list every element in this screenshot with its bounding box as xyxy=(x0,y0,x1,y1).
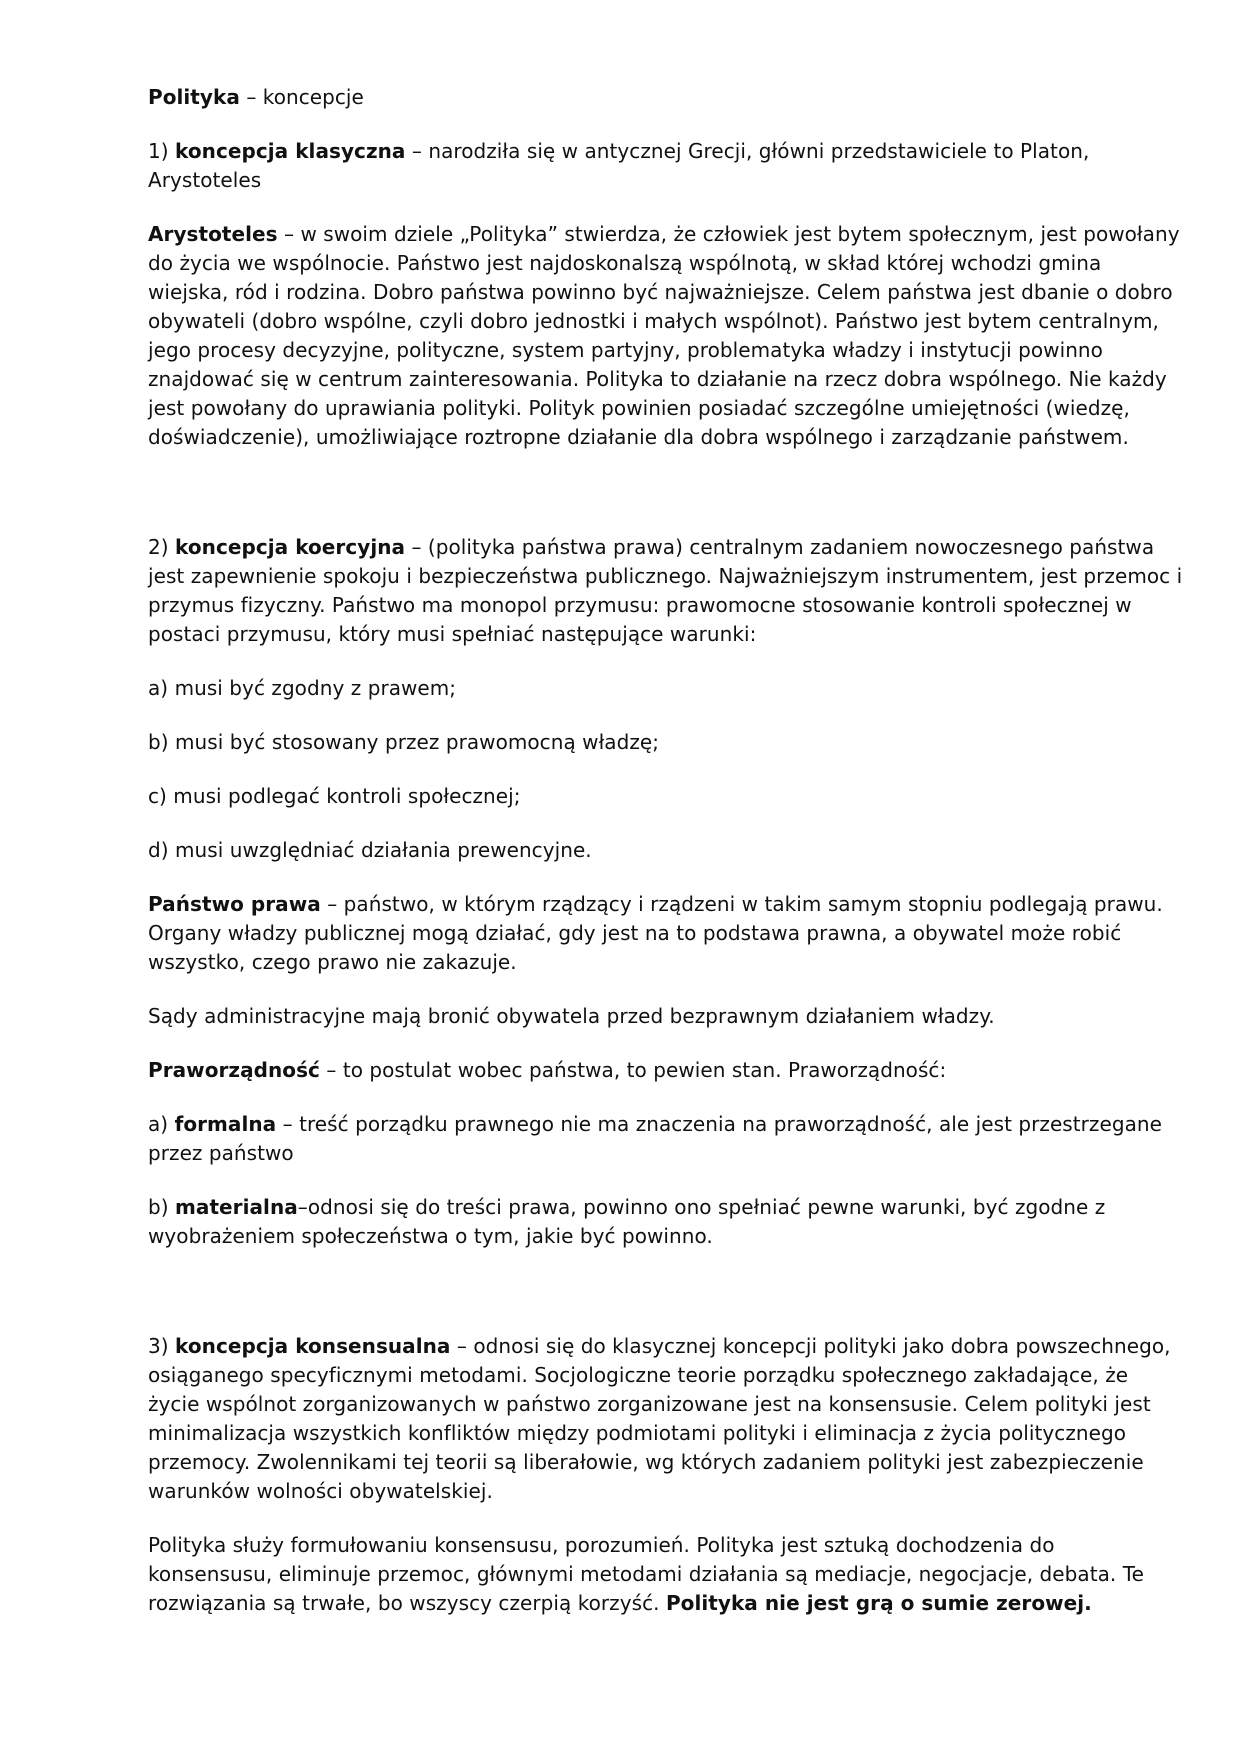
panstwo-prawa-text: – państwo, w którym rządzący i rządzeni w takim samym stopniu podlegają prawu. Organy władzy publicznej mogą działać, gdy jest na to podstawa prawna, a obywatel może robić wszystko, czego prawo nie zakazuje. xyxy=(148,892,1163,974)
spacer xyxy=(148,477,1183,533)
materialna-paragraph xyxy=(148,1193,1183,1251)
materialna-bold: materialna xyxy=(175,1195,298,1219)
section-2-text: – (polityka państwa prawa) centralnym zadaniem nowoczesnego państwa jest zapewnienie spokoju i bezpieczeństwa publicznego. Najważniejszym instrumentem, jest przemoc i przymus fizyczny. Państwo ma monopol przymusu: prawomocne stosowanie kontroli społecznej w postaci przymusu, który musi spełniać następujące warunki: xyxy=(148,535,1183,646)
praworzadnosc-bold: Praworządność xyxy=(148,1058,320,1082)
condition-b: b) musi być stosowany przez prawomocną władzę; xyxy=(148,730,660,754)
sady-paragraph: Sądy administracyjne mają bronić obywatela przed bezprawnym działaniem władzy. xyxy=(148,1004,995,1028)
document-page xyxy=(148,83,1183,1643)
materialna-text: –odnosi się do treści prawa, powinno ono spełniać pewne warunki, być zgodne z wyobrażeniem społeczeństwa o tym, jakie być powinno. xyxy=(148,1195,1106,1248)
arystoteles-bold: Arystoteles xyxy=(148,222,278,246)
section-3-heading xyxy=(148,1332,1183,1506)
praworzadnosc-paragraph xyxy=(148,1056,1183,1085)
panstwo-prawa-bold: Państwo prawa xyxy=(148,892,321,916)
materialna-prefix: b) xyxy=(148,1195,176,1219)
section-2-bold: koncepcja koercyjna xyxy=(175,535,406,559)
formalna-prefix: a) xyxy=(148,1112,175,1136)
document-title xyxy=(148,83,1183,112)
section-1-heading xyxy=(148,137,1183,195)
section-1-text: – narodziła się w antycznej Grecji, główni przedstawiciele to Platon, Arystoteles xyxy=(148,139,1090,192)
formalna-paragraph xyxy=(148,1110,1183,1168)
title-bold: Polityka xyxy=(148,85,240,109)
arystoteles-text: – w swoim dziele „Polityka” stwierdza, że człowiek jest bytem społecznym, jest powołany do życia we wspólnocie. Państwo jest najdoskonalszą wspólnotą, w skład której wchodzi gmina wiejska, ród i rodzina. Dobro państwa powinno być najważniejsze. Celem państwa jest dbanie o dobro obywateli (dobro wspólne, czyli dobro jednostki i małych wspólnot). Państwo jest bytem centralnym, jego procesy decyzyjne, polityczne, system partyjny, problematyka władzy i instytucji powinno znajdować się w centrum zainteresowania. Polityka to działanie na rzecz dobra wspólnego. Nie każdy jest powołany do uprawiania polityki. Polityk powinien posiadać szczególne umiejętności (wiedzę, doświadczenie), umożliwiające roztropne działanie dla dobra wspólnego i zarządzanie państwem. xyxy=(148,222,1180,449)
spacer xyxy=(148,1276,1183,1332)
condition-d: d) musi uwzględniać działania prewencyjne. xyxy=(148,838,592,862)
final-bold: Polityka nie jest grą o sumie zerowej. xyxy=(665,1591,1092,1615)
formalna-text: – treść porządku prawnego nie ma znaczenia na praworządność, ale jest przestrzegane przez państwo xyxy=(148,1112,1162,1165)
praworzadnosc-text: – to postulat wobec państwa, to pewien stan. Praworządność: xyxy=(319,1058,947,1082)
panstwo-prawa-paragraph xyxy=(148,890,1183,977)
condition-a: a) musi być zgodny z prawem; xyxy=(148,676,457,700)
section-1-bold: koncepcja klasyczna xyxy=(175,139,406,163)
section-2-number: 2) xyxy=(148,535,176,559)
formalna-bold: formalna xyxy=(174,1112,277,1136)
arystoteles-paragraph xyxy=(148,220,1183,452)
condition-c: c) musi podlegać kontroli społecznej; xyxy=(148,784,521,808)
final-paragraph xyxy=(148,1531,1183,1618)
title-rest: – koncepcje xyxy=(239,85,364,109)
section-1-number: 1) xyxy=(148,139,176,163)
section-2-heading xyxy=(148,533,1183,649)
section-3-text: – odnosi się do klasycznej koncepcji polityki jako dobra powszechnego, osiąganego specyficznymi metodami. Socjologiczne teorie porządku społecznego zakładające, że życie wspólnot zorganizowanych w państwo zorganizowane jest na konsensusie. Celem polityki jest minimalizacja wszystkich konfliktów między podmiotami polityki i eliminacja z życia politycznego przemocy. Zwolennikami tej teorii są liberałowie, wg których zadaniem polityki jest zabezpieczenie warunków wolności obywatelskiej. xyxy=(148,1334,1171,1503)
section-3-bold: koncepcja konsensualna xyxy=(175,1334,451,1358)
section-3-number: 3) xyxy=(148,1334,176,1358)
final-text: Polityka służy formułowaniu konsensusu, porozumień. Polityka jest sztuką dochodzenia do konsensusu, eliminuje przemoc, głównymi metodami działania są mediacje, negocjacje, debata. Te rozwiązania są trwałe, bo wszyscy czerpią korzyść. xyxy=(148,1533,1144,1615)
